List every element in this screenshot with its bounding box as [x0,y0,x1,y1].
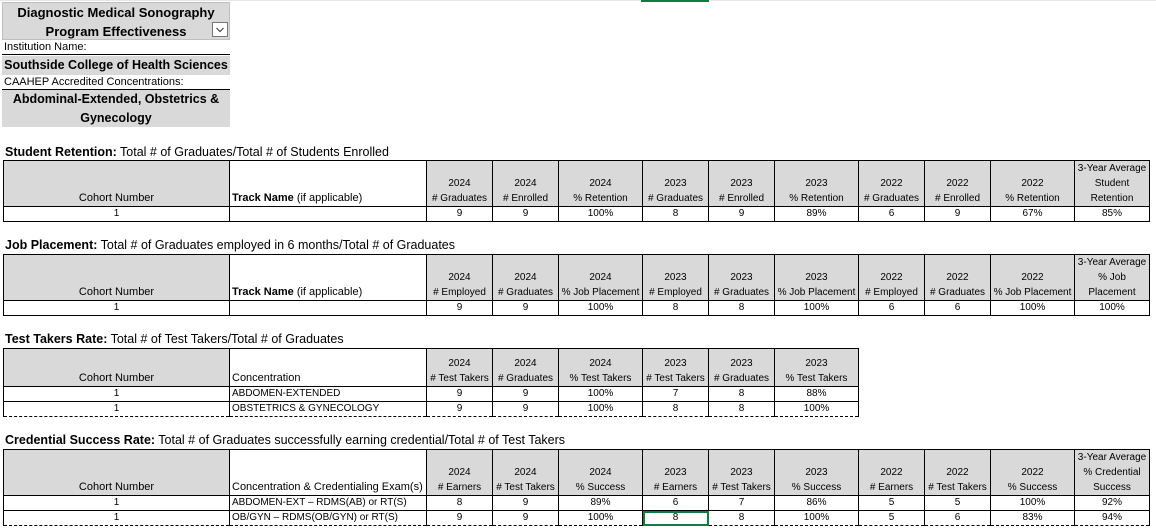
column-header: 2024 # Graduates [427,161,493,207]
column-header: 2024 % Success [559,450,643,496]
value-cell[interactable]: 100% [775,301,859,316]
value-cell[interactable]: 100% [991,496,1075,511]
column-header: 2023 # Graduates [709,255,775,301]
column-header: 2024 % Job Placement [559,255,643,301]
concentration-cell[interactable]: ABDOMEN-EXTENDED [230,387,427,402]
value-cell[interactable]: 67% [991,207,1075,222]
table-row [4,496,1150,511]
concentration-cell[interactable]: OBSTETRICS & GYNECOLOGY [230,402,427,417]
column-header: 2022 # Earners [859,450,925,496]
column-header: 2022 # Employed [859,255,925,301]
value-cell[interactable]: 6 [925,511,991,526]
value-cell[interactable]: 6 [925,301,991,316]
column-header: 2023 # Enrolled [709,161,775,207]
testtakers-table [3,348,859,417]
placement-section-title: Job Placement: Total # of Graduates employed in 6 months/Total # of Graduates [5,238,456,252]
table-row [4,387,859,402]
concentrations-value-line1: Abdominal-Extended, Obstetrics & [12,92,220,106]
retention-table [3,160,1150,222]
value-cell[interactable]: 100% [775,511,859,526]
column-header: 2024 # Graduates [493,349,559,387]
column-header: 2023 % Success [775,450,859,496]
credential-section-title: Credential Success Rate: Total # of Graduates successfully earning credential/Total # of Test Takers [5,433,566,447]
institution-name: Southside College of Health Sciences [2,56,230,75]
table-row [4,301,1150,316]
value-cell[interactable]: 9 [427,207,493,222]
average-header: 3-Year Average % Credential Success [1075,450,1150,496]
cohort-cell[interactable]: 1 [4,511,230,526]
table-row [4,511,1150,526]
value-cell[interactable]: 89% [775,207,859,222]
column-header: 2023 % Retention [775,161,859,207]
value-cell[interactable]: 9 [493,496,559,511]
value-cell[interactable]: 88% [775,387,859,402]
column-header: 2022 % Retention [991,161,1075,207]
value-cell[interactable]: 100% [991,301,1075,316]
column-header: 2024 # Test Takers [427,349,493,387]
column-header: 2023 # Employed [643,255,709,301]
column-header: 2024 # Graduates [493,255,559,301]
value-cell[interactable]: 100% [775,402,859,417]
value-cell[interactable]: 8 [709,301,775,316]
column-header: 2024 # Test Takers [493,450,559,496]
concentrations-label: CAAHEP Accredited Concentrations: [2,75,230,90]
column-header: 2023 % Test Takers [775,349,859,387]
value-cell[interactable]: 9 [427,301,493,316]
value-cell[interactable]: 100% [559,301,643,316]
value-cell[interactable]: 6 [643,496,709,511]
concentration-cell[interactable]: ABDOMEN-EXT – RDMS(AB) or RT(S) [230,496,427,511]
cohort-number-header: Cohort Number [4,450,230,496]
value-cell[interactable]: 7 [709,496,775,511]
column-header: 2022 % Job Placement [991,255,1075,301]
value-cell[interactable]: 9 [493,207,559,222]
value-cell[interactable]: 8 [643,207,709,222]
value-cell[interactable]: 9 [427,402,493,417]
active-cell-indicator [641,0,709,2]
track-cell[interactable] [230,301,427,316]
chevron-down-icon [213,23,227,36]
value-cell[interactable]: 7 [643,387,709,402]
testtakers-section-title: Test Takers Rate: Total # of Test Takers/Total # of Graduates [5,332,344,346]
program-title [2,2,230,40]
table-row [4,402,859,417]
selected-value-cell[interactable]: 8 [643,511,709,526]
column-header: 2022 # Graduates [859,161,925,207]
value-cell[interactable]: 100% [559,207,643,222]
track-cell[interactable] [230,207,427,222]
value-cell[interactable]: 9 [427,511,493,526]
average-cell[interactable]: 85% [1075,207,1150,222]
value-cell[interactable]: 9 [493,301,559,316]
value-cell[interactable]: 83% [991,511,1075,526]
placement-table [3,254,1150,316]
concentration-header: Concentration [230,349,427,387]
value-cell[interactable]: 8 [643,301,709,316]
table-row [4,207,1150,222]
value-cell[interactable]: 9 [709,207,775,222]
value-cell[interactable]: 9 [493,511,559,526]
column-header: 2023 # Graduates [709,349,775,387]
value-cell[interactable]: 8 [427,496,493,511]
institution-label: Institution Name: [2,40,230,55]
column-header: 2022 % Success [991,450,1075,496]
credential-table [3,449,1150,526]
average-cell[interactable]: 100% [1075,301,1150,316]
retention-section-title: Student Retention: Total # of Graduates/Total # of Students Enrolled [5,145,389,159]
track-name-header: Track Name (if applicable) [230,255,427,301]
average-cell[interactable]: 92% [1075,496,1150,511]
column-header: 2023 % Job Placement [775,255,859,301]
average-cell[interactable]: 94% [1075,511,1150,526]
cohort-cell[interactable]: 1 [4,301,230,316]
average-header: 3-Year Average % Job Placement [1075,255,1150,301]
column-header: 2024 % Retention [559,161,643,207]
value-cell[interactable]: 8 [709,402,775,417]
value-cell[interactable]: 6 [859,301,925,316]
concentrations-value [2,90,230,127]
cohort-number-header: Cohort Number [4,161,230,207]
column-header: 2022 # Test Takers [925,450,991,496]
column-header: 2024 # Enrolled [493,161,559,207]
cohort-number-header: Cohort Number [4,349,230,387]
column-header: 2023 # Test Takers [643,349,709,387]
value-cell[interactable]: 100% [559,402,643,417]
cohort-cell[interactable]: 1 [4,387,230,402]
value-cell[interactable]: 86% [775,496,859,511]
value-cell[interactable]: 8 [709,511,775,526]
average-header: 3-Year Average Student Retention [1075,161,1150,207]
column-header: 2022 # Enrolled [925,161,991,207]
concentration-cell[interactable]: OB/GYN – RDMS(OB/GYN) or RT(S) [230,511,427,526]
concentrations-value-line2: Gynecology [80,111,152,125]
cohort-number-header: Cohort Number [4,255,230,301]
program-title-line2: Program Effectiveness [45,24,187,39]
value-cell[interactable]: 5 [859,511,925,526]
column-header: 2023 # Earners [643,450,709,496]
value-cell[interactable]: 8 [643,402,709,417]
cohort-cell[interactable]: 1 [4,207,230,222]
value-cell[interactable]: 6 [859,207,925,222]
value-cell[interactable]: 89% [559,496,643,511]
column-header: 2024 # Earners [427,450,493,496]
filter-dropdown-button[interactable] [212,22,228,37]
column-header: 2023 # Graduates [643,161,709,207]
value-cell[interactable]: 8 [709,387,775,402]
track-name-header: Track Name (if applicable) [230,161,427,207]
cohort-cell[interactable]: 1 [4,496,230,511]
value-cell[interactable]: 9 [925,207,991,222]
value-cell[interactable]: 100% [559,387,643,402]
value-cell[interactable]: 9 [493,387,559,402]
column-header: 2022 # Graduates [925,255,991,301]
column-header: 2023 # Test Takers [709,450,775,496]
value-cell[interactable]: 100% [559,511,643,526]
cohort-cell[interactable]: 1 [4,402,230,417]
concentration-header: Concentration & Credentialing Exam(s) [230,450,427,496]
value-cell[interactable]: 9 [493,402,559,417]
program-title-line1: Diagnostic Medical Sonography [17,5,215,20]
column-header: 2024 % Test Takers [559,349,643,387]
value-cell[interactable]: 5 [925,496,991,511]
column-header: 2024 # Employed [427,255,493,301]
value-cell[interactable]: 9 [427,387,493,402]
value-cell[interactable]: 5 [859,496,925,511]
